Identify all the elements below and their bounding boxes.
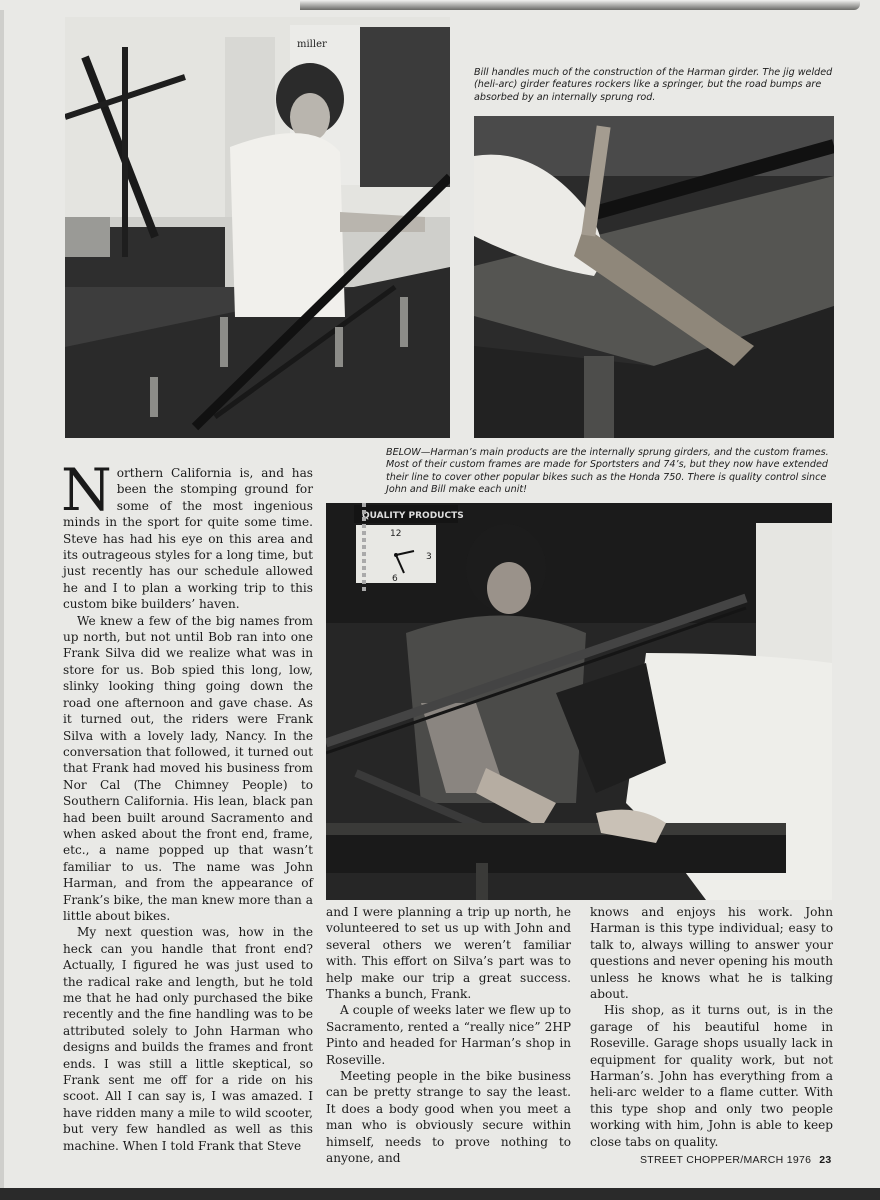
page-number: 23: [819, 1154, 832, 1166]
svg-text:12: 12: [390, 529, 402, 539]
svg-text:6: 6: [392, 574, 398, 584]
quality-products-sign: QUALITY PRODUCTS: [362, 511, 464, 521]
article-column-middle: [326, 904, 571, 1167]
article-paragraph: knows and enjoys his work. John Harman is this type individual; easy to talk to, always willing to answer your questions and never opening his mouth unless he knows what he is talking about.: [590, 905, 833, 1002]
page-spine-edge: [0, 10, 4, 1200]
article-paragraph: A couple of weeks later we flew up to Sacramento, rented a “really nice” 2HP Pinto and headed for Harman’s shop in Roseville.: [326, 1003, 571, 1067]
article-paragraph: His shop, as it turns out, is in the garage of his beautiful home in Roseville. Garage shops usually lack in equipment for quality work, but not Harman’s. John has everything from a heli-arc welder to a flame cutter. With this type shop and only two people working with him, John is able to keep close tabs on quality.: [590, 1003, 833, 1149]
photo-builder-at-jig: [65, 17, 450, 438]
article-paragraph: My next question was, how in the heck can you handle that front end? Actually, I figured he was just used to the radical rake and length, but he told me that he had only purchased the bike recently and the fine handling was to be attributed solely to John Harman who designs and builds the frames and front ends. I was still a little skeptical, so Frank sent me off for a ride on his scoot. All I can say is, I was amazed. I have ridden many a mile to wild scooter, but very few handled as well as this machine. When I told Frank that Steve: [63, 925, 313, 1153]
photo-welding-frame: [326, 503, 832, 900]
page-folio: [640, 1154, 832, 1166]
page-bottom-edge: [0, 1188, 880, 1200]
caption-main-products: BELOW—Harman’s main products are the internally sprung girders, and the custom frames. Most of their custom frames are made for Sportsters and 74’s, but they now have extended their line to cover other popular bikes such as the Honda 750. There is quality control since John and Bill make each unit!: [386, 447, 829, 496]
photo-girder-rocker: [474, 116, 834, 438]
caption-girder: Bill handles much of the construction of the Harman girder. The jig welded (heli-arc) girder features rockers like a springer, but the road bumps are absorbed by an internally sprung rod.: [474, 67, 833, 103]
article-column-left: [61, 456, 313, 1154]
article-paragraph: We knew a few of the big names from up north, but not until Bob ran into one Frank Silva did we realize what was in store for us. Bob spied this long, low, slinky looking thing going down the road one afternoon and gave chase. As it turned out, the riders were Frank Silva with a lovely lady, Nancy. In the conversation that followed, it turned out that Frank had moved his business from Nor Cal (The Chimney People) to Southern California. His lean, black pan had been built around Sacramento and when asked about the front end, frame, etc., a name popped up that wasn’t familiar to us. The name was John Harman, and from the appearance of Frank’s bike, the man knew more than a little about bikes.: [63, 613, 313, 923]
drop-cap: N: [61, 456, 112, 524]
page-edge-shadow: [300, 0, 860, 10]
article-paragraph: Northern California is, and has been the stomping ground for some of the most ingenious minds in the sport for quite some time. Steve has had his eye on this area and its outrageous styles for a long time, but just recently has our schedule allowed he and I to plan a working trip to this custom bike builders’ haven.: [61, 456, 313, 612]
magazine-issue: STREET CHOPPER/MARCH 1976: [640, 1154, 812, 1166]
article-paragraph: Meeting people in the bike business can be pretty strange to say the least. It does a body good when you meet a man who is obviously secure within himself, needs to prove nothing to anyone, and: [326, 1069, 571, 1166]
svg-text:3: 3: [426, 552, 432, 562]
article-column-right: [590, 904, 833, 1150]
welder-brand-text: miller: [297, 39, 327, 50]
article-paragraph: and I were planning a trip up north, he volunteered to set us up with John and several others we weren’t familiar with. This effort on Silva’s part was to help make our trip a great success. Thanks a bunch, Frank.: [326, 905, 571, 1002]
